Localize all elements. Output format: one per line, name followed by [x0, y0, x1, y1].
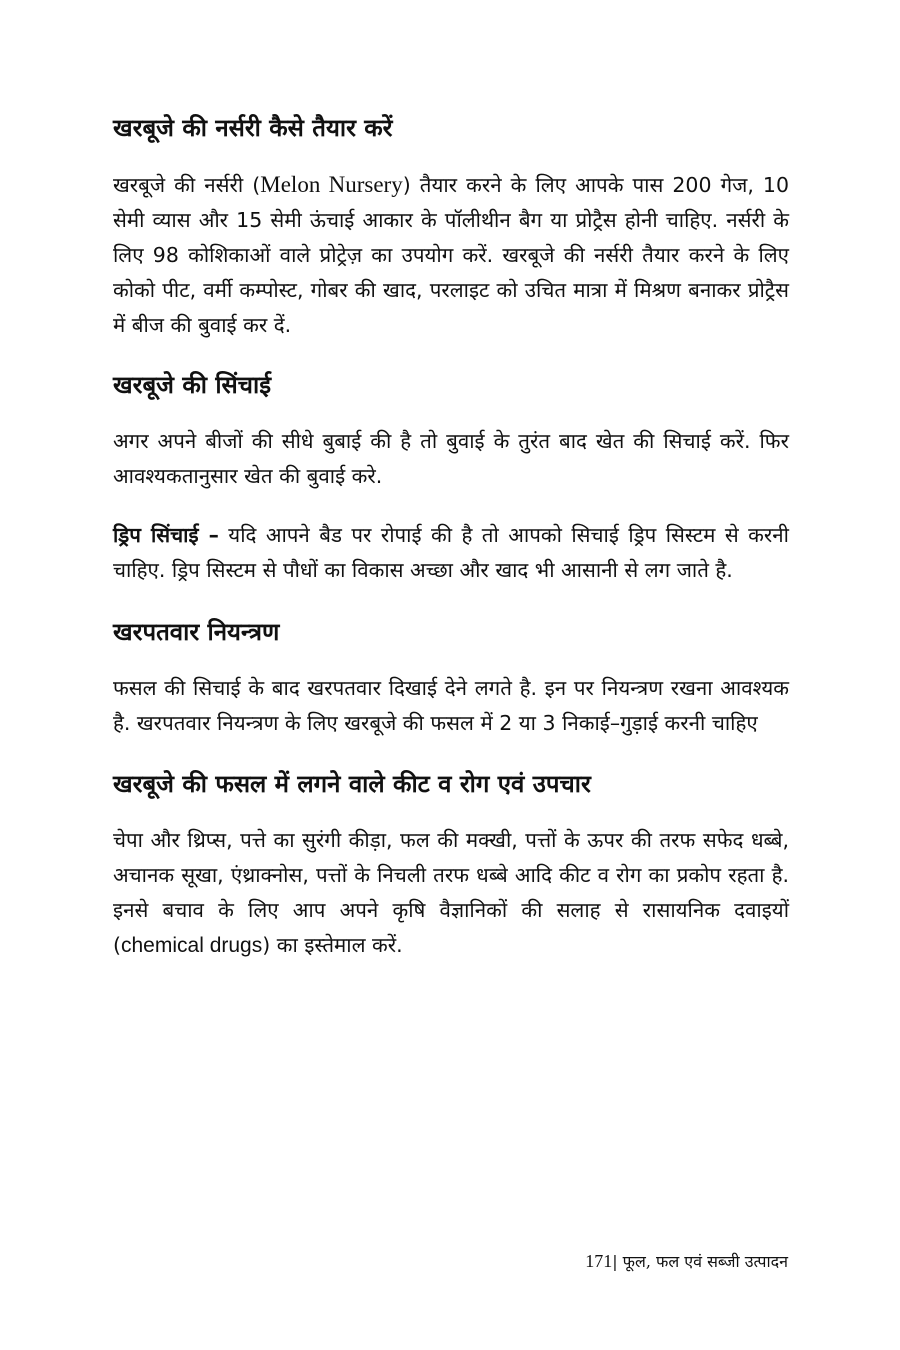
document-page [113, 108, 789, 963]
drip-irrigation-text: यदि आपने बैड पर रोपाई की है तो आपको सिचाई ड्रिप सिस्टम से करनी चाहिए. ड्रिप सिस्टम से पौधों का विकास अच्छा और खाद भी आसानी से लग जाते है. [113, 523, 789, 582]
nursery-text-rest: ) तैयार करने के लिए आपके पास 200 गेज, 10 सेमी व्यास और 15 सेमी ऊंचाई आकार के पॉलीथीन बैग या प्रोट्रैस होनी चाहिए. नर्सरी के लिए 98 कोशिकाओं वाले प्रोट्रेज़ का उपयोग करें. खरबूजे की नर्सरी तैयार करने के लिए कोको पीट, वर्मी कम्पोस्ट, गोबर की खाद, परलाइट को उचित मात्रा में मिश्रण बनाकर प्रोट्रैस में बीज की बुवाई कर दें. [113, 173, 789, 337]
nursery-english-term: Melon Nursery [260, 172, 403, 197]
pests-text-rest: ) का इस्तेमाल करें. [262, 933, 403, 957]
pests-english-term: chemical drugs [121, 934, 263, 957]
page-number: 171 [585, 1251, 613, 1271]
pests-text-start: चेपा और थ्रिप्स, पत्ते का सुरंगी कीड़ा, फल की मक्खी, पत्तों के ऊपर की तरफ सफेद धब्बे, अचानक सूखा, एंथ्राक्नोस, पत्तों के निचली तरफ धब्बे आदि कीट व रोग का प्रकोप रहता है. इनसे बचाव के लिए आप अपने कृषि वैज्ञानिकों की सलाह से रासायनिक दवाइयों ( [113, 828, 789, 957]
paragraph-weed-control: फसल की सिचाई के बाद खरपतवार दिखाई देने लगते है. इन पर नियन्त्रण रखना आवश्यक है. खरपतवार नियन्त्रण के लिए खरबूजे की फसल में 2 या 3 निकाई–गुड़ाई करनी चाहिए [113, 676, 789, 735]
paragraph-melon-nursery [113, 167, 789, 343]
heading-melon-nursery: खरबूजे की नर्सरी कैसे तैयार करें [113, 114, 393, 142]
book-title: फूल, फल एवं सब्जी उत्पादन [617, 1252, 788, 1271]
paragraph-pests-diseases [113, 823, 789, 963]
heading-pests-diseases: खरबूजे की फसल में लगने वाले कीट व रोग एवं उपचार [113, 770, 591, 798]
heading-melon-irrigation: खरबूजे की सिंचाई [113, 371, 271, 399]
paragraph-irrigation: अगर अपने बीजों की सीधे बुबाई की है तो बुवाई के तुरंत बाद खेत की सिचाई करें. फिर आवश्यकतानुसार खेत की बुवाई करे. [113, 429, 789, 488]
footer-separator: | [612, 1252, 618, 1271]
page-footer [585, 1250, 788, 1272]
paragraph-drip-irrigation [113, 518, 789, 588]
nursery-text-start: खरबूजे की नर्सरी ( [113, 173, 261, 197]
drip-irrigation-label: ड्रिप सिंचाई – [113, 523, 219, 547]
heading-weed-control: खरपतवार नियन्त्रण [113, 618, 280, 646]
